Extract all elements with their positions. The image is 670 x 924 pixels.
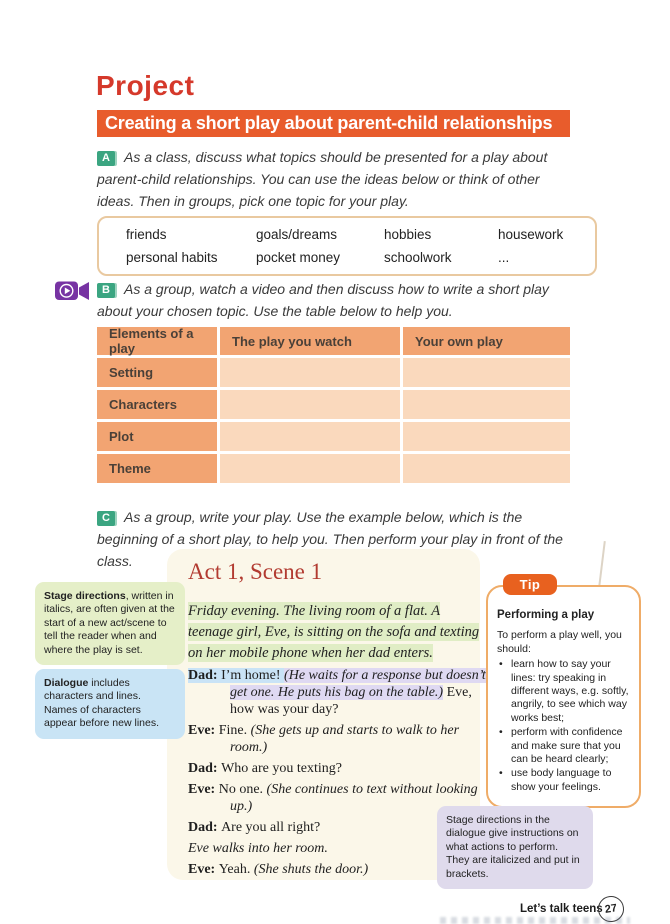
speaker-name: Dad:	[188, 761, 218, 776]
callout-term: Dialogue	[44, 677, 89, 689]
idea-item: friends	[126, 226, 167, 242]
section-b-instruction	[97, 278, 573, 322]
idea-item: pocket money	[256, 249, 341, 265]
table-row-label: Setting	[97, 358, 217, 387]
section-a	[97, 146, 573, 212]
idea-item: personal habits	[126, 249, 218, 265]
section-a-badge: A	[97, 151, 115, 166]
dialogue-line	[188, 722, 490, 756]
idea-item: goals/dreams	[256, 226, 338, 242]
inline-stage-direction: (He waits for a response but doesn’t get one. He puts his bag on the table.)	[230, 668, 486, 700]
section-b-text: As a group, watch a video and then discuss how to write a short play about your chosen topic. Use the table below to help you.	[97, 281, 549, 319]
spoken-line: I’m home!	[221, 668, 285, 683]
spoken-line: Are you all right?	[221, 820, 321, 835]
book-series-title: Let’s talk teens	[520, 903, 603, 915]
speaker-name: Eve:	[188, 723, 216, 738]
idea-item: schoolwork	[384, 249, 452, 265]
speaker-name: Eve:	[188, 782, 216, 797]
inline-stage-direction: (She shuts the door.)	[253, 862, 369, 877]
stage-directions-in-dialogue-callout	[437, 806, 593, 889]
table-header: Elements of a play	[97, 327, 217, 355]
table-empty-cell	[220, 422, 400, 451]
tip-intro: To perform a play well, you should:	[497, 629, 622, 655]
spoken-line: Eve, how was your day?	[230, 685, 472, 717]
stage-direction-text: Eve walks into her room.	[188, 841, 328, 856]
section-a-text: As a class, discuss what topics should be presented for a play about parent-child relationships. You can use the ideas below or think of other ideas. Then in groups, pick one topic for your play.	[97, 149, 548, 209]
spoken-line: No one.	[218, 782, 267, 797]
inline-stage-direction: (She continues to text without looking up.)	[230, 782, 478, 814]
opening-stage-direction-text: Friday evening. The living room of a flat. A teenage girl, Eve, is sitting on the sofa and texting on her mobile phone when her dad enters.	[188, 603, 480, 661]
inline-stage-direction: (She gets up and starts to walk to her room.)	[230, 723, 460, 755]
spoken-line: Yeah.	[218, 862, 254, 877]
spoken-line: Who are you texting?	[221, 761, 342, 776]
dialogue-line	[188, 667, 490, 718]
spoken-line: Fine.	[218, 723, 251, 738]
dialogue-callout	[35, 669, 185, 739]
speaker-name: Dad:	[188, 668, 218, 683]
tip-bullet: • perform with confidence and make sure that you can be heard clearly;	[509, 726, 630, 766]
table-empty-cell	[220, 454, 400, 483]
table-empty-cell	[403, 454, 570, 483]
tip-badge: Tip	[503, 574, 557, 595]
callout-text: , written in italics, are often given at the start of a new act/scene to tell the reader when and where the play is set.	[44, 590, 175, 656]
section-c-badge: C	[97, 511, 115, 526]
callout-text: includes characters and lines. Names of characters appear before new lines.	[44, 677, 159, 730]
table-empty-cell	[403, 390, 570, 419]
speaker-name: Dad:	[188, 820, 218, 835]
table-row-label: Characters	[97, 390, 217, 419]
table-header: The play you watch	[220, 327, 400, 355]
table-header: Your own play	[403, 327, 570, 355]
table-empty-cell	[220, 390, 400, 419]
speaker-name: Eve:	[188, 862, 216, 877]
opening-stage-direction	[188, 601, 480, 664]
idea-item: hobbies	[384, 226, 432, 242]
table-empty-cell	[403, 358, 570, 387]
cut-off-watermark	[440, 917, 630, 924]
idea-item: ...	[498, 249, 510, 265]
section-b	[97, 278, 573, 322]
act-scene-title: Act 1, Scene 1	[188, 559, 323, 584]
section-a-instruction	[97, 146, 573, 212]
table-empty-cell	[403, 422, 570, 451]
callout-term: Stage directions	[44, 590, 126, 602]
page-title: Project	[96, 70, 195, 101]
tip-bullet: • learn how to say your lines: try speaking in different ways, e.g. softly, angrily, to see which way works best;	[509, 658, 630, 725]
tip-bullet-list	[497, 658, 630, 794]
callout-text: Stage directions in the dialogue give instructions on what actions to perform. They are italicized and put in brackets.	[446, 814, 580, 880]
stage-directions-callout	[35, 582, 185, 665]
tip-bullet: • use body language to show your feelings.	[509, 767, 630, 794]
table-empty-cell	[220, 358, 400, 387]
dialogue-line	[188, 760, 490, 777]
topic-ideas-box	[97, 216, 597, 276]
idea-item: housework	[498, 226, 564, 242]
video-camera-icon	[54, 279, 92, 308]
elements-of-a-play-table	[97, 327, 570, 483]
page-number: 27	[596, 894, 625, 923]
section-c-text: As a group, write your play. Use the example below, which is the beginning of a short play, to help you. Then perform your play in front of the class.	[97, 509, 563, 569]
lesson-banner: Creating a short play about parent-child relationships	[97, 110, 570, 137]
table-row-label: Theme	[97, 454, 217, 483]
tip-heading: Performing a play	[497, 609, 595, 621]
section-b-badge: B	[97, 283, 115, 298]
tip-leader-line	[598, 541, 606, 587]
tip-box	[486, 585, 641, 808]
table-row-label: Plot	[97, 422, 217, 451]
